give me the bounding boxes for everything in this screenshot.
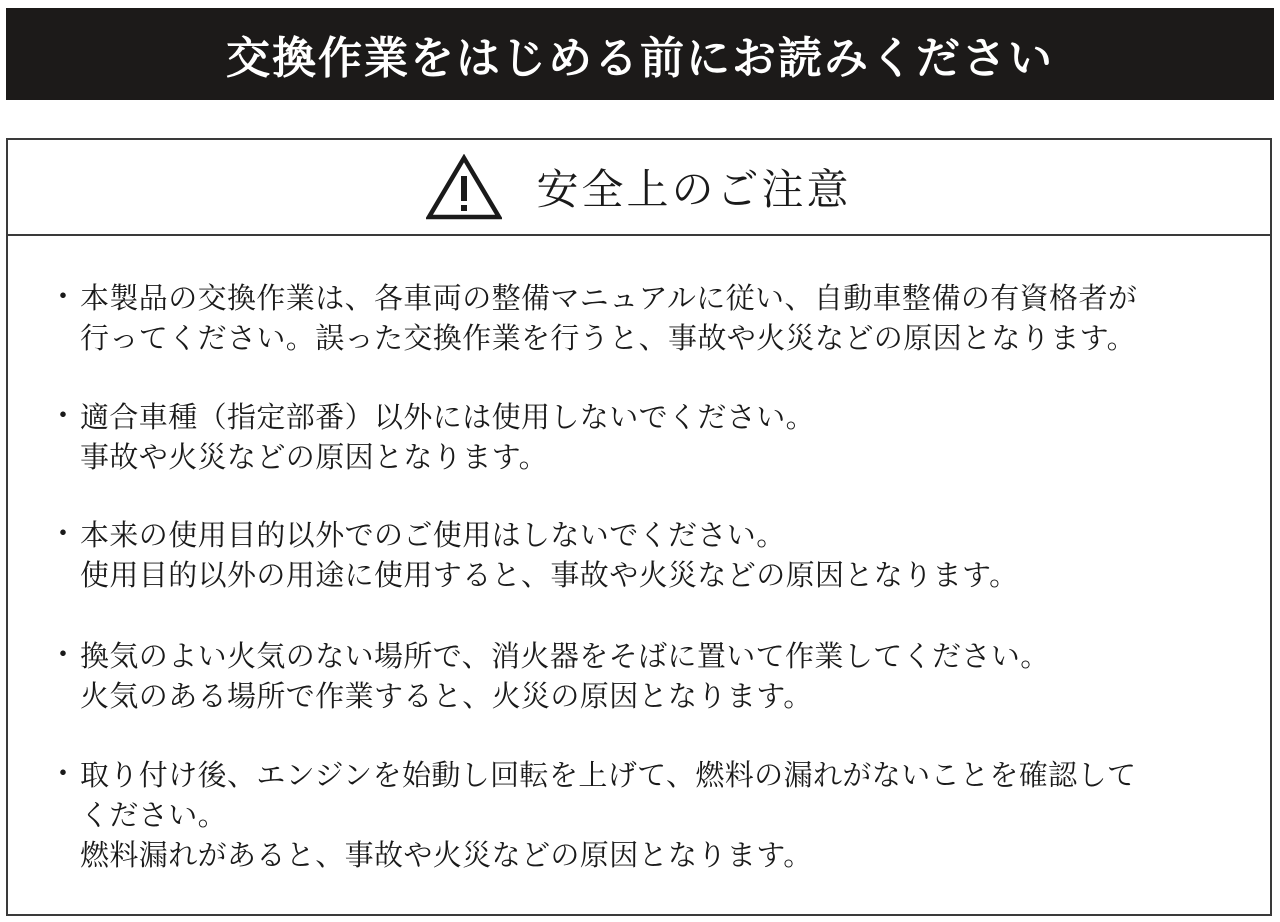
item-text <box>80 278 1270 358</box>
bullet-icon: ・ <box>48 517 78 552</box>
bullet-icon: ・ <box>48 638 78 673</box>
item-text <box>80 397 1270 477</box>
list-item <box>8 755 1270 875</box>
item-line: 本製品の交換作業は、各車両の整備マニュアルに従い、自動車整備の有資格者が <box>80 281 1138 315</box>
bullet-icon: ・ <box>48 280 78 315</box>
notice-header <box>8 140 1270 236</box>
item-line: 取り付け後、エンジンを始動し回転を上げて、燃料の漏れがないことを確認して <box>80 758 1137 792</box>
list-item <box>8 515 1270 595</box>
item-text <box>80 636 1270 716</box>
safety-notice-box <box>6 138 1272 916</box>
item-line: ください。 <box>80 798 228 832</box>
page-title: 交換作業をはじめる前にお読みください <box>226 33 1054 84</box>
header-bar <box>6 8 1274 100</box>
item-line: 換気のよい火気のない場所で、消火器をそばに置いて作業してください。 <box>80 639 1050 673</box>
list-item <box>8 278 1270 358</box>
item-line: 燃料漏れがあると、事故や火災などの原因となります。 <box>80 838 813 872</box>
item-line: 本来の使用目的以外でのご使用はしないでください。 <box>80 518 786 552</box>
bullet-icon: ・ <box>48 399 78 434</box>
notice-title: 安全上のご注意 <box>536 165 852 214</box>
warning-triangle-icon <box>426 154 502 220</box>
list-item <box>8 397 1270 477</box>
bullet-icon: ・ <box>48 757 78 792</box>
item-line: 事故や火災などの原因となります。 <box>80 440 549 474</box>
item-text <box>80 515 1270 595</box>
list-item <box>8 636 1270 716</box>
item-line: 使用目的以外の用途に使用すると、事故や火災などの原因となります。 <box>80 558 1019 592</box>
item-line: 火気のある場所で作業すると、火災の原因となります。 <box>80 679 813 713</box>
item-line: 行ってください。誤った交換作業を行うと、事故や火災などの原因となります。 <box>80 321 1137 355</box>
item-line: 適合車種（指定部番）以外には使用しないでください。 <box>80 400 816 434</box>
item-text <box>80 755 1270 875</box>
